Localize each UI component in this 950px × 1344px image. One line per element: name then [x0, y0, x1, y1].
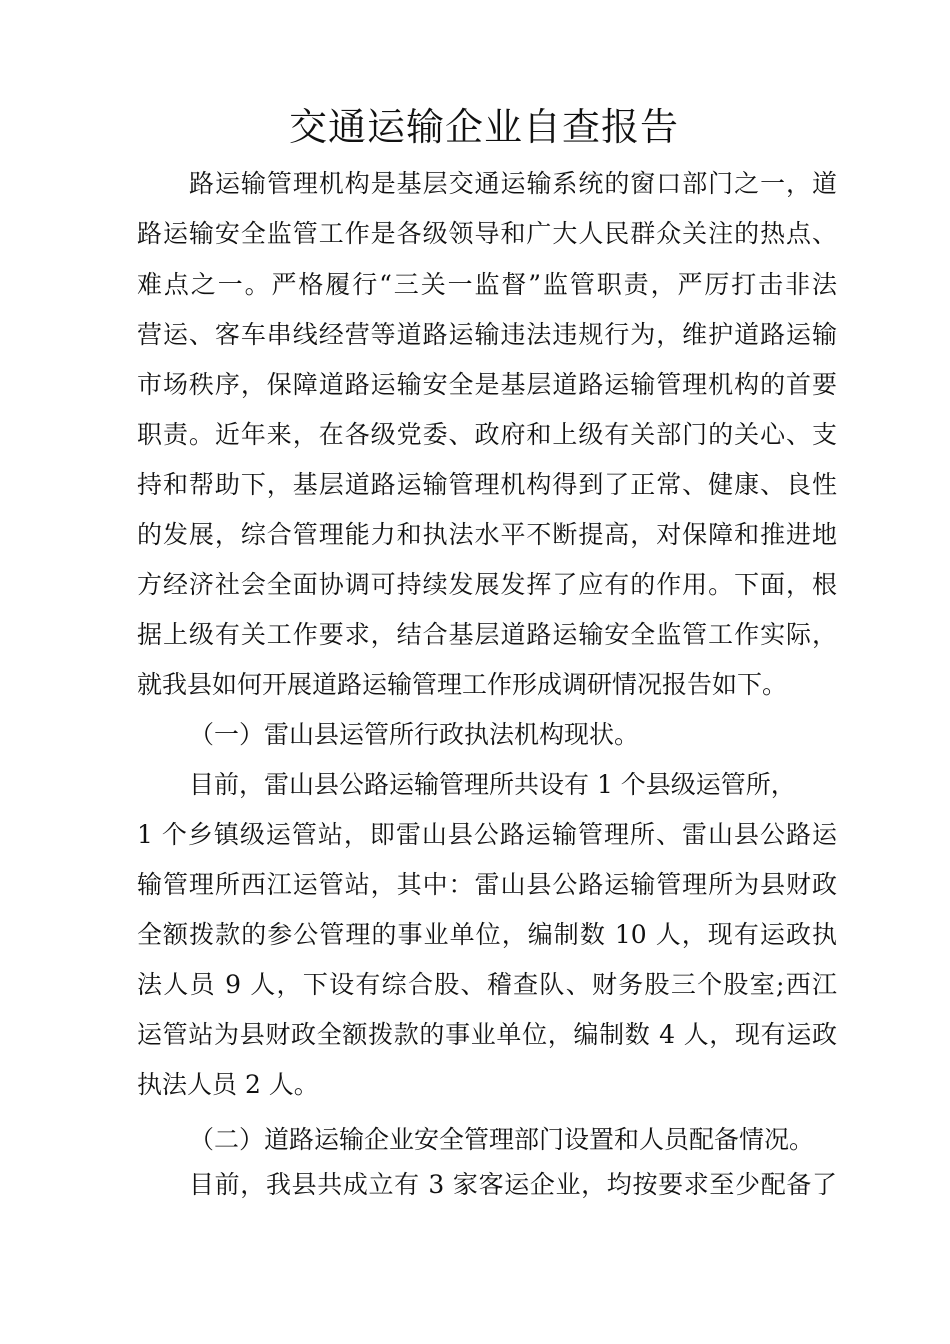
paragraph-line: 运管站为县财政全额拨款的事业单位，编制数 4 人，现有运政 — [137, 1020, 837, 1049]
paragraph-line: 全额拨款的参公管理的事业单位，编制数 10 人，现有运政执 — [137, 920, 837, 949]
paragraph-line: 据上级有关工作要求，结合基层道路运输安全监管工作实际， — [137, 620, 837, 649]
paragraph-line: 方经济社会全面协调可持续发展发挥了应有的作用。下面，根 — [137, 570, 837, 599]
paragraph-line: 营运、客车串线经营等道路运输违法违规行为，维护道路运输 — [137, 320, 837, 349]
paragraph-line: 难点之一。严格履行“三关一监督”监管职责，严厉打击非法 — [137, 270, 837, 299]
section-heading: （一）雷山县运管所行政执法机构现状。 — [189, 720, 640, 749]
document-title: 交通运输企业自查报告 — [288, 105, 679, 149]
paragraph-line: 输管理所西江运管站，其中：雷山县公路运输管理所为县财政 — [137, 870, 837, 899]
paragraph-line: 就我县如何开展道路运输管理工作形成调研情况报告如下。 — [137, 670, 788, 699]
paragraph-line: 目前，我县共成立有 3 家客运企业，均按要求至少配备了 — [189, 1170, 837, 1199]
paragraph-line: 职责。近年来，在各级党委、政府和上级有关部门的关心、支 — [137, 420, 837, 449]
section-heading: （二）道路运输企业安全管理部门设置和人员配备情况。 — [189, 1125, 815, 1154]
paragraph-line: 目前，雷山县公路运输管理所共设有 1 个县级运管所， — [189, 770, 796, 799]
paragraph-line: 的发展，综合管理能力和执法水平不断提高，对保障和推进地 — [137, 520, 837, 549]
paragraph-line: 1 个乡镇级运管站，即雷山县公路运输管理所、雷山县公路运 — [137, 820, 837, 849]
paragraph-line: 执法人员 2 人。 — [137, 1070, 319, 1099]
paragraph-line: 法人员 9 人，下设有综合股、稽查队、财务股三个股室;西江 — [137, 970, 837, 999]
paragraph-line: 路运输管理机构是基层交通运输系统的窗口部门之一，道 — [189, 169, 837, 198]
paragraph-line: 持和帮助下，基层道路运输管理机构得到了正常、健康、良性 — [137, 470, 837, 499]
paragraph-line: 市场秩序，保障道路运输安全是基层道路运输管理机构的首要 — [137, 370, 837, 399]
paragraph-line: 路运输安全监管工作是各级领导和广大人民群众关注的热点、 — [137, 219, 837, 248]
